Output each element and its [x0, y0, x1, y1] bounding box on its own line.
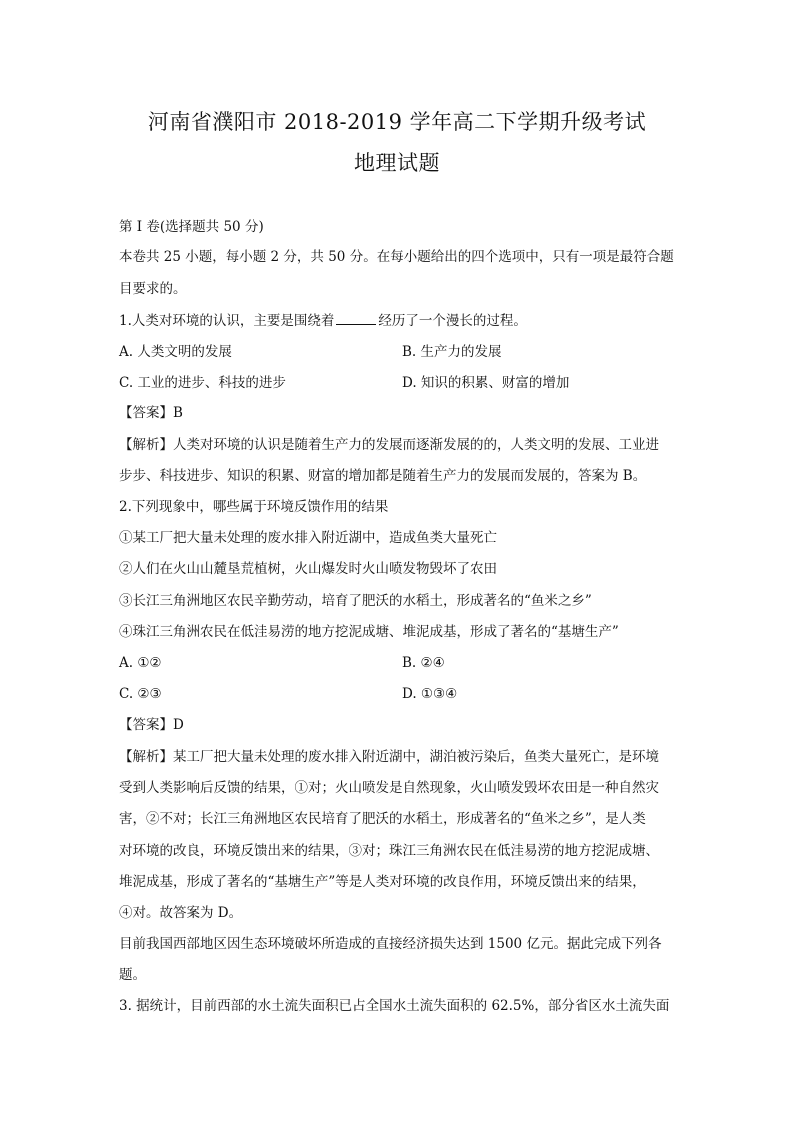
question-2-analysis-line-6: ④对。故答案为 D。 [119, 905, 243, 921]
section-heading: 第 I 卷(选择题共 50 分) [119, 219, 264, 235]
question-2-stem: 2.下列现象中，哪些属于环境反馈作用的结果 [119, 499, 389, 515]
instructions-line-1: 本卷共 25 小题，每小题 2 分，共 50 分。在每小题给出的四个选项中，只有一项是最符合题 [119, 249, 674, 265]
question-1-stem [119, 312, 527, 330]
question-2-analysis-line-1: 【解析】某工厂把大量未处理的废水排入附近湖中，湖泊被污染后，鱼类大量死亡，是环境 [119, 749, 659, 765]
question-2-analysis-line-2: 受到人类影响后反馈的结果，①对；火山喷发是自然现象，火山喷发毁坏农田是一种自然灾 [119, 780, 659, 796]
question-3-stem: 3. 据统计，目前西部的水土流失面积已占全国水土流失面积的 62.5%，部分省区水土流失面 [119, 998, 670, 1014]
question-2-analysis-line-4: 对环境的改良，环境反馈出来的结果，③对；珠江三角洲农民在低洼易涝的地方挖泥成塘、 [119, 843, 659, 859]
passage-line-1: 目前我国西部地区因生态环境破坏所造成的直接经济损失达到 1500 亿元。据此完成下列各 [119, 936, 662, 952]
question-2-analysis-line-5: 堆泥成基，形成了著名的“基塘生产”等是人类对环境的改良作用，环境反馈出来的结果， [119, 874, 646, 890]
question-2-item-2: ②人们在火山山麓垦荒植树，火山爆发时火山喷发物毁坏了农田 [119, 561, 497, 577]
question-2-option-c: C. ②③ [119, 686, 162, 702]
question-2-item-3: ③长江三角洲地区农民辛勤劳动，培育了肥沃的水稻土，形成著名的“鱼米之乡” [119, 593, 592, 609]
question-2-option-b: B. ②④ [402, 655, 445, 671]
question-2-answer: 【答案】D [119, 717, 184, 733]
question-1-option-a: A. 人类文明的发展 [119, 344, 232, 360]
question-2-item-1: ①某工厂把大量未处理的废水排入附近湖中，造成鱼类大量死亡 [119, 530, 497, 546]
question-1-stem-end: 经历了一个漫长的过程。 [378, 313, 527, 329]
question-1-stem-start: 1.人类对环境的认识，主要是围绕着 [119, 313, 335, 329]
question-1-option-c: C. 工业的进步、科技的进步 [119, 375, 286, 391]
document-title: 河南省濮阳市 2018-2019 学年高二下学期升级考试 [147, 110, 647, 134]
question-2-option-a: A. ①② [119, 655, 162, 671]
answer-blank [336, 312, 376, 325]
question-2-item-4: ④珠江三角洲农民在低洼易涝的地方挖泥成塘、堆泥成基，形成了著名的“基塘生产” [119, 624, 619, 640]
question-1-analysis-line-2: 步步、科技进步、知识的积累、财富的增加都是随着生产力的发展而发展的，答案为 B。 [119, 468, 647, 484]
question-1-option-d: D. 知识的积累、财富的增加 [402, 375, 570, 391]
question-1-answer: 【答案】B [119, 405, 183, 421]
instructions-line-2: 目要求的。 [119, 281, 187, 297]
question-1-option-b: B. 生产力的发展 [402, 344, 502, 360]
passage-line-2: 题。 [119, 967, 146, 983]
question-1-analysis-line-1: 【解析】人类对环境的认识是随着生产力的发展而逐渐发展的的，人类文明的发展、工业进 [119, 437, 659, 453]
question-2-option-d: D. ①③④ [402, 686, 458, 702]
question-2-analysis-line-3: 害，②不对；长江三角洲地区农民培育了肥沃的水稻土，形成著名的“鱼米之乡”，是人类 [119, 811, 646, 827]
document-subtitle: 地理试题 [354, 151, 440, 175]
